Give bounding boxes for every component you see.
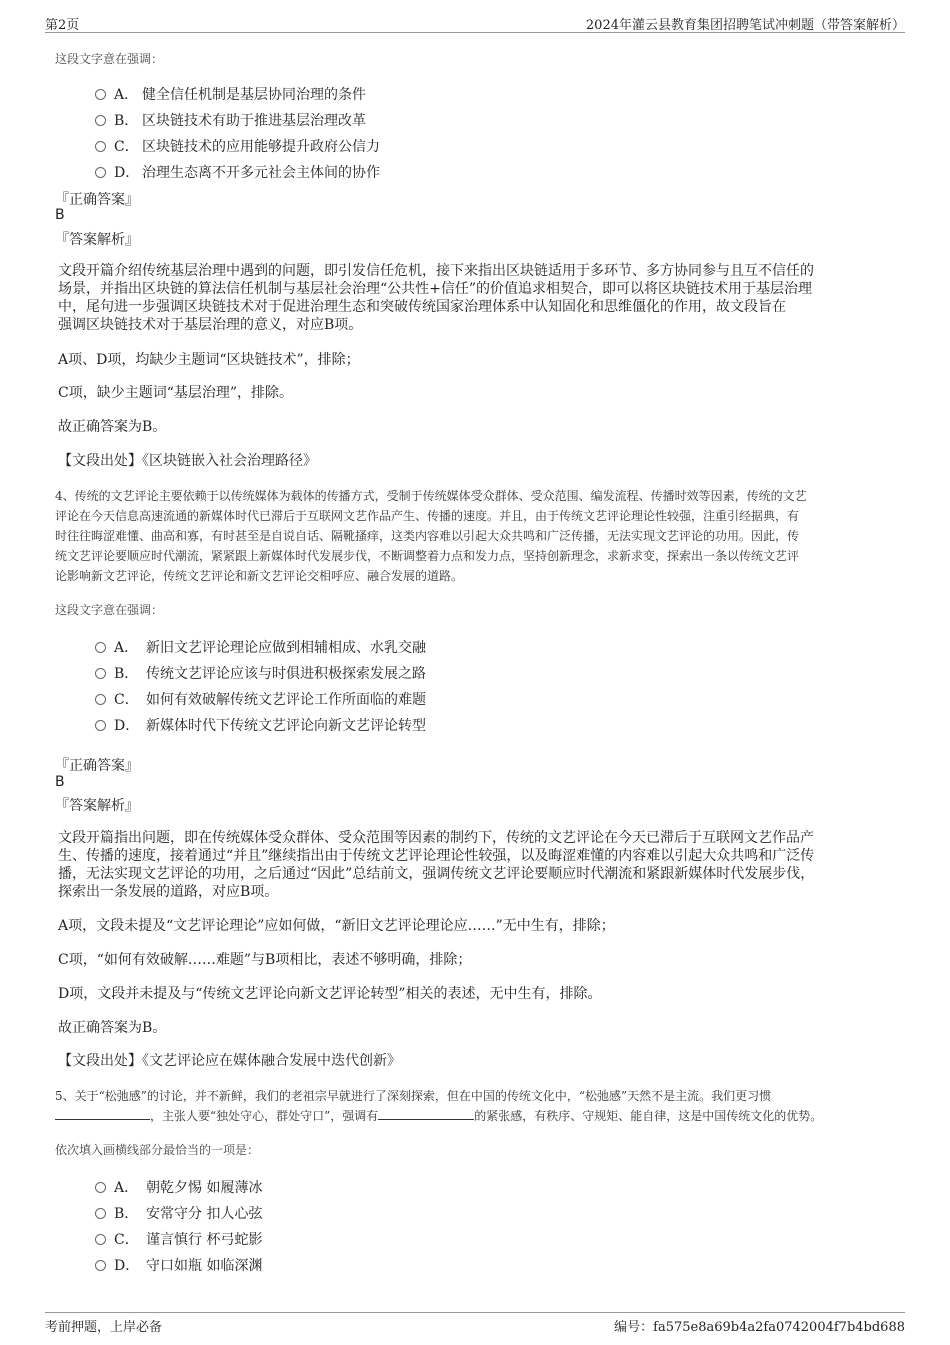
q4-answer: B bbox=[55, 774, 65, 790]
q3-note-ad: A项、D项，均缺少主题词“区块链技术”，排除； bbox=[58, 352, 360, 368]
radio-icon[interactable] bbox=[95, 167, 106, 178]
q4-analysis-label: 『答案解析』 bbox=[55, 798, 139, 814]
q4-option-c[interactable]: C． 如何有效破解传统文艺评论工作所面临的难题 bbox=[95, 689, 426, 709]
q5-option-d[interactable]: D． 守口如瓶 如临深渊 bbox=[95, 1255, 262, 1275]
q4-option-b[interactable]: B． 传统文艺评论应该与时俱进积极探索发展之路 bbox=[95, 663, 426, 683]
q4-option-a[interactable]: A． 新旧文艺评论理论应做到相辅相成、水乳交融 bbox=[95, 637, 426, 657]
q4-note-a: A项，文段未提及“文艺评论理论”应如何做，“新旧文艺评论理论应……”无中生有，排除； bbox=[58, 918, 615, 934]
q4-option-d[interactable]: D． 新媒体时代下传统文艺评论向新文艺评论转型 bbox=[95, 715, 426, 735]
page-footer bbox=[45, 1312, 905, 1337]
radio-icon[interactable] bbox=[95, 1234, 106, 1245]
q4-note-c: C项，“如何有效破解……难题”与B项相比，表述不够明确，排除； bbox=[58, 952, 472, 968]
q3-conclusion: 故正确答案为B。 bbox=[58, 419, 167, 435]
radio-icon[interactable] bbox=[95, 141, 106, 152]
radio-icon[interactable] bbox=[95, 694, 106, 705]
footer-slogan: 考前押题，上岸必备 bbox=[45, 1320, 163, 1335]
radio-icon[interactable] bbox=[95, 1208, 106, 1219]
q3-analysis: 文段开篇介绍传统基层治理中遇到的问题，即引发信任危机，接下来指出区块链适用于多环节、多方协同参与且互不信任的 场景，并指出区块链的算法信任机制与基层社会治理“公共性+信任”的价值追求相契合，即可以将区块链技术用于基层治理 中，尾句进一步强调区块链技术对于促进治理生态和突破传统国家治理体系中认知固化和思维僵化的作用，故文段旨在 强调区块链技术对于基层治理的意义，对应B项。 bbox=[58, 263, 814, 333]
q3-option-c[interactable]: C． 区块链技术的应用能够提升政府公信力 bbox=[95, 136, 380, 156]
q3-answer-label: 『正确答案』 bbox=[55, 192, 139, 208]
q3-note-c: C项，缺少主题词“基层治理”，排除。 bbox=[58, 385, 294, 401]
document-title: 2024年灌云县教育集团招聘笔试冲刺题（带答案解析） bbox=[585, 18, 905, 33]
q3-option-a[interactable]: A． 健全信任机制是基层协同治理的条件 bbox=[95, 84, 366, 104]
q3-prompt: 这段文字意在强调： bbox=[55, 52, 164, 66]
q4-source: 【文段出处】《文艺评论应在媒体融合发展中迭代创新》 bbox=[58, 1053, 401, 1069]
fill-blank-2[interactable] bbox=[378, 1107, 474, 1120]
q4-analysis: 文段开篇指出问题，即在传统媒体受众群体、受众范围等因素的制约下，传统的文艺评论在今天已滞后于互联网文艺作品产 生、传播的速度，接着通过“并且”继续指出由于传统文艺评论理论性较强，以及晦涩难懂的内容难以引起大众共鸣和广泛传 播，无法实现文艺评论的功用，之后通过“因此”总结前文，强调传统文艺评论要顺应时代潮流和紧跟新媒体时代发展步伐， 探索出一条发展的道路，对应B项。 bbox=[58, 830, 815, 900]
q3-source: 【文段出处】《区块链嵌入社会治理路径》 bbox=[58, 453, 317, 469]
fill-blank-1[interactable] bbox=[55, 1107, 150, 1120]
radio-icon[interactable] bbox=[95, 642, 106, 653]
q4-conclusion: 故正确答案为B。 bbox=[58, 1020, 167, 1036]
q5-option-c[interactable]: C． 谨言慎行 杯弓蛇影 bbox=[95, 1229, 262, 1249]
q5-option-b[interactable]: B． 安常守分 扣人心弦 bbox=[95, 1203, 262, 1223]
q3-answer: B bbox=[55, 207, 65, 223]
q4-note-d: D项，文段并未提及与“传统文艺评论向新文艺评论转型”相关的表述，无中生有，排除。 bbox=[58, 986, 602, 1002]
radio-icon[interactable] bbox=[95, 1182, 106, 1193]
radio-icon[interactable] bbox=[95, 89, 106, 100]
radio-icon[interactable] bbox=[95, 668, 106, 679]
q4-answer-label: 『正确答案』 bbox=[55, 758, 139, 774]
q5-option-a[interactable]: A． 朝乾夕惕 如履薄冰 bbox=[95, 1177, 262, 1197]
document-code: 编号：fa575e8a69b4a2fa0742004f7b4bd688 bbox=[614, 1320, 905, 1335]
q4-passage: 4、传统的文艺评论主要依赖于以传统媒体为载体的传播方式，受制于传统媒体受众群体、受众范围、编发流程、传播时效等因素，传统的文艺 评论在今天信息高速流通的新媒体时代已滞后于互联网文艺作品产生、传播的速度。并且，由于传统文艺评论理论性较强，注重引经据典，有 时往往晦涩难懂、曲高和寡，有时甚至是自说自话、隔靴搔痒，这类内容难以引起大众共鸣和广泛传播，无法实现文艺评论的功用。因此，传 统文艺评论要顺应时代潮流，紧紧跟上新媒体时代发展步伐，不断调整着力点和发力点，坚持创新理念，求新求变，探索出一条以传统文艺评 论影响新文艺评论，传统文艺评论和新文艺评论交相呼应、融合发展的道路。 bbox=[55, 489, 807, 583]
q5-prompt: 依次填入画横线部分最恰当的一项是： bbox=[55, 1143, 260, 1157]
q3-option-b[interactable]: B． 区块链技术有助于推进基层治理改革 bbox=[95, 110, 366, 130]
q3-option-d[interactable]: D． 治理生态离不开多元社会主体间的协作 bbox=[95, 162, 380, 182]
q3-analysis-label: 『答案解析』 bbox=[55, 232, 139, 248]
page-header bbox=[45, 12, 905, 33]
q4-prompt: 这段文字意在强调： bbox=[55, 603, 164, 617]
q5-passage: 5、关于“松弛感”的讨论，并不新鲜，我们的老祖宗早就进行了深刻探索，但在中国的传统文化中，“松弛感”天然不是主流。我们更习惯 ，主张人要“独处守心，群处守口”，强调有 的紧张感，有秩序、守规矩、能自律，这是中国传统文化的优势。 bbox=[55, 1089, 823, 1123]
page-number: 第2页 bbox=[45, 18, 80, 33]
radio-icon[interactable] bbox=[95, 1260, 106, 1271]
radio-icon[interactable] bbox=[95, 115, 106, 126]
radio-icon[interactable] bbox=[95, 720, 106, 731]
